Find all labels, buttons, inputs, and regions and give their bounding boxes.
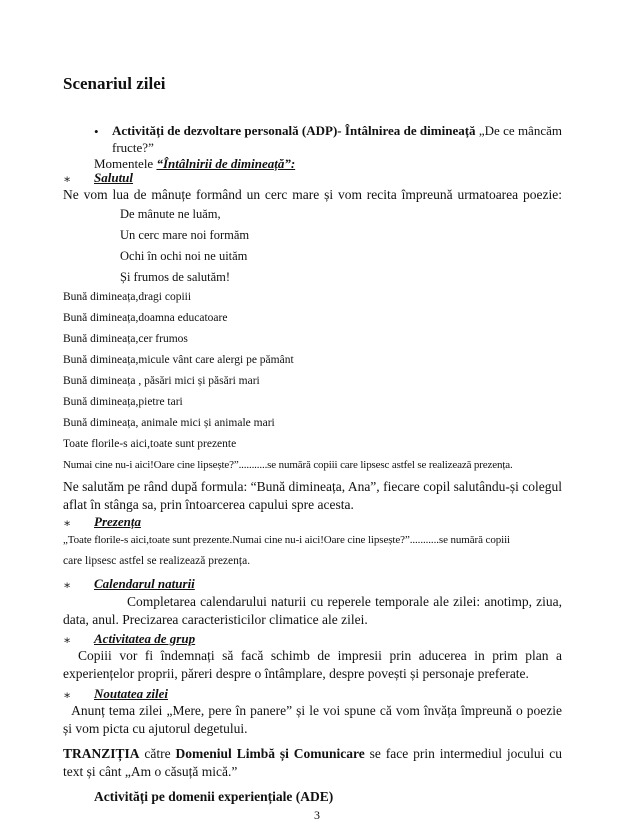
greeting-line: Bună dimineața , păsări mici și păsări mari [63,375,260,387]
page-number: 3 [314,808,320,822]
greeting-line: Bună dimineața,doamna educatoare [63,312,228,324]
salutul-formula: Ne salutăm pe rând după formula: “Bună dimineața, Ana”, fiecare copil salutându-și colegul aflat în stânga sa, prin întoarcerea capului spre acesta. [63,479,562,512]
greeting-line: Bună dimineața,dragi copiii [63,291,192,303]
ade-heading: Activități pe domenii experiențiale (ADE) [94,789,334,804]
greeting-line: Bună dimineața,micule vânt care alergi pe pământ [63,354,294,366]
star-bullet-icon: ∗ [63,578,72,592]
greeting-line: Bună dimineața, animale mici și animale mari [63,417,275,429]
prezenta-line2: care lipsesc astfel se realizează prezența. [63,555,251,567]
page-title: Scenariul zilei [63,74,166,93]
prezenta-heading: Prezența [94,514,141,529]
calendar-heading: Calendarul naturii [94,576,195,591]
salutul-heading: Salutul [94,170,134,185]
noutatea-text: Anunț tema zilei „Mere, pere în panere” și le voi spune că vom învăța împreună o poezie și vom picta cu ajutorul degetului. [63,703,566,736]
salutul-intro: Ne vom lua de mânuțe formând un cerc mare și vom recita împreună urmatoarea poezie: [63,187,562,202]
greeting-line: Toate florile-s aici,toate sunt prezente [63,438,237,450]
bullet-icon: • [94,124,99,139]
calendar-text: Completarea calendarului naturii cu reperele temporale ale zilei: anotimp, ziua, data, anul. Precizarea caracteristicilor climatice ale zilei. [63,594,562,627]
star-bullet-icon: ∗ [63,516,72,530]
poem-line: Ochi în ochi noi ne uităm [120,249,248,263]
grup-text: Copiii vor fi îndemnați să facă schimb de impresii prin aducerea in prim plan a experiențelor proprii, păreri despre o întâmplare, despre povești și personaje preferate. [63,648,566,681]
star-bullet-icon: ∗ [63,172,72,186]
noutatea-heading: Noutatea zilei [94,686,169,701]
prezenta-line1: „Toate florile-s aici,toate sunt prezente.Numai cine nu-i aici!Oare cine lipsește?”...........se numără copiii [63,534,510,546]
tranzitia-text: TRANZIȚIA către Domeniul Limbă și Comunicare se face prin intermediul jocului cu text și cânt „Am o căsuță mică.” [63,746,563,779]
momente-line: Momentele “Întâlnirii de dimineață”: [94,156,296,171]
greeting-line: Bună dimineața,cer frumos [63,333,188,345]
grup-heading: Activitatea de grup [94,631,196,646]
star-bullet-icon: ∗ [63,688,72,702]
greeting-line: Numai cine nu-i aici!Oare cine lipsește?”...........se numără copiii care lipsesc astfel se realizează prezența. [63,459,513,471]
poem-line: De mânute ne luăm, [120,207,221,221]
star-bullet-icon: ∗ [63,633,72,647]
adp-line1: Activități de dezvoltare personală (ADP)- Întâlnirea de dimineață „De ce mâncăm [112,123,562,138]
greeting-line: Bună dimineața,pietre tari [63,396,183,408]
poem-line: Un cerc mare noi formăm [120,228,250,242]
adp-line2: fructe?” [112,140,154,155]
poem-line: Și frumos de salutăm! [120,270,231,284]
